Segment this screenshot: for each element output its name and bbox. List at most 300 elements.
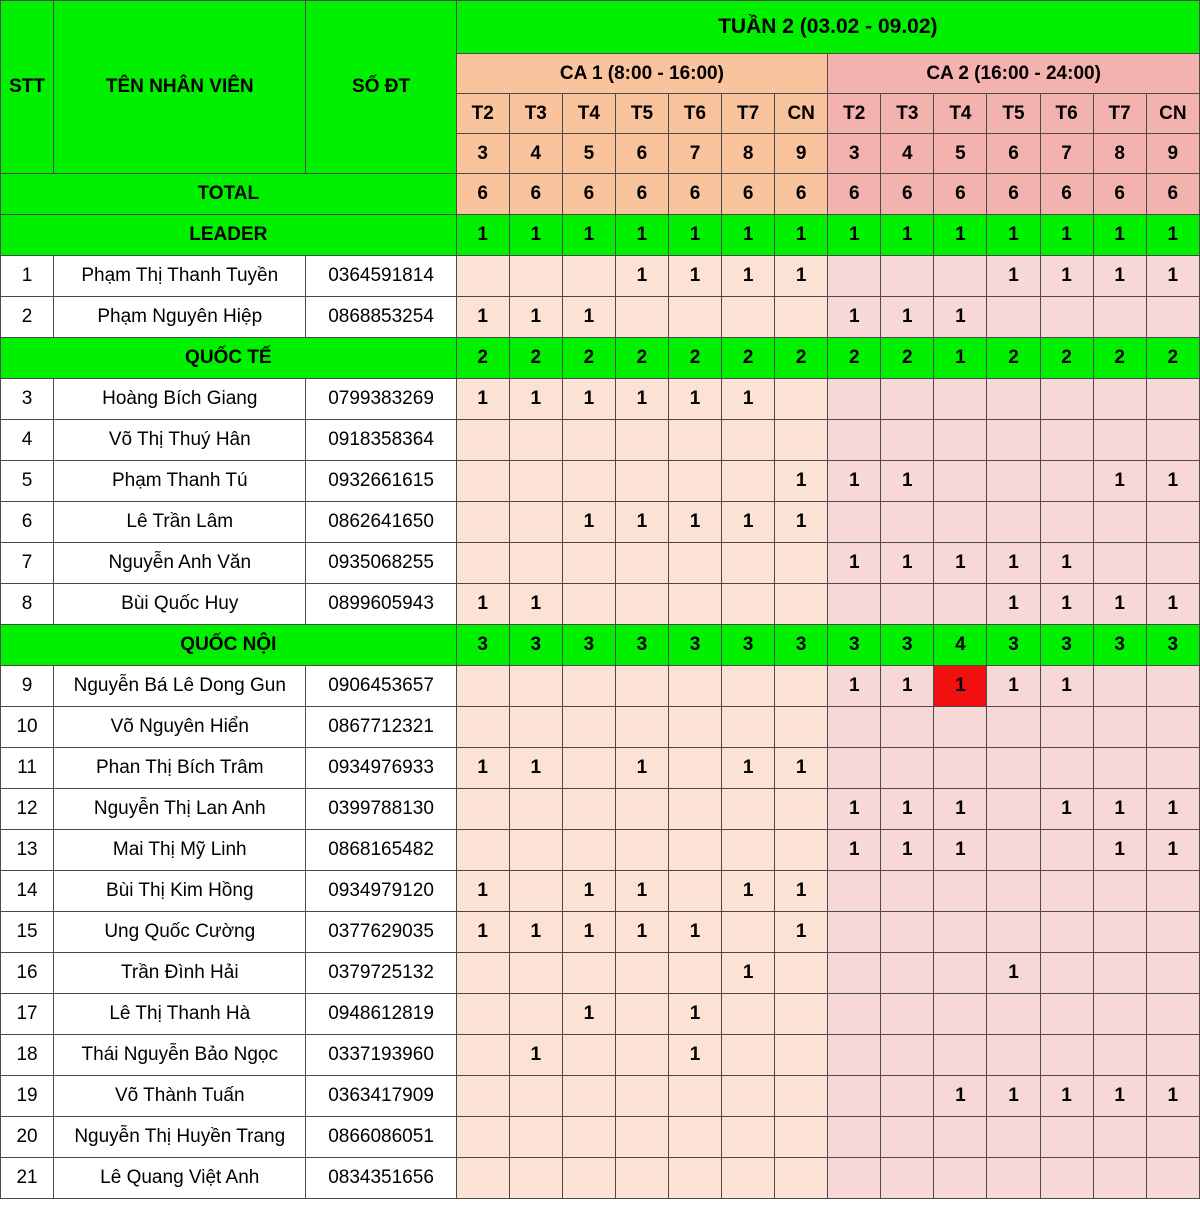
shift-cell[interactable] (562, 461, 615, 502)
shift-cell[interactable] (509, 830, 562, 871)
shift-cell[interactable] (1093, 953, 1146, 994)
shift-cell[interactable]: 1 (562, 379, 615, 420)
shift-cell[interactable] (1040, 830, 1093, 871)
shift-cell[interactable]: 1 (1146, 584, 1199, 625)
shift-cell[interactable]: 1 (668, 502, 721, 543)
shift-cell[interactable]: 1 (934, 543, 987, 584)
shift-cell[interactable] (1146, 871, 1199, 912)
shift-cell[interactable] (1040, 297, 1093, 338)
shift-cell[interactable] (668, 830, 721, 871)
shift-cell[interactable] (1040, 707, 1093, 748)
shift-cell[interactable] (881, 748, 934, 789)
shift-cell[interactable] (615, 1035, 668, 1076)
shift-cell[interactable] (668, 666, 721, 707)
shift-cell[interactable] (456, 789, 509, 830)
shift-cell[interactable]: 1 (775, 461, 828, 502)
shift-cell[interactable] (934, 584, 987, 625)
shift-cell[interactable]: 1 (562, 994, 615, 1035)
shift-cell[interactable]: 1 (615, 502, 668, 543)
shift-cell[interactable] (828, 256, 881, 297)
shift-cell[interactable] (987, 994, 1040, 1035)
shift-cell[interactable] (668, 707, 721, 748)
shift-cell[interactable] (934, 871, 987, 912)
shift-cell[interactable] (775, 953, 828, 994)
shift-cell[interactable] (615, 666, 668, 707)
shift-cell[interactable] (562, 748, 615, 789)
shift-cell[interactable] (987, 1035, 1040, 1076)
shift-cell[interactable] (722, 461, 775, 502)
shift-cell[interactable] (456, 830, 509, 871)
shift-cell[interactable] (775, 994, 828, 1035)
shift-cell[interactable] (1040, 912, 1093, 953)
shift-cell[interactable] (828, 379, 881, 420)
shift-cell[interactable] (456, 256, 509, 297)
shift-cell[interactable] (828, 1117, 881, 1158)
shift-cell[interactable] (828, 912, 881, 953)
shift-cell[interactable] (934, 420, 987, 461)
shift-cell[interactable] (775, 1158, 828, 1199)
shift-cell[interactable]: 1 (934, 666, 987, 707)
shift-cell[interactable] (722, 1035, 775, 1076)
shift-cell[interactable] (934, 953, 987, 994)
shift-cell[interactable]: 1 (1093, 256, 1146, 297)
shift-cell[interactable] (775, 1117, 828, 1158)
shift-cell[interactable]: 1 (881, 666, 934, 707)
shift-cell[interactable]: 1 (775, 912, 828, 953)
shift-cell[interactable] (987, 912, 1040, 953)
shift-cell[interactable]: 1 (1040, 543, 1093, 584)
shift-cell[interactable]: 1 (456, 748, 509, 789)
shift-cell[interactable] (668, 953, 721, 994)
shift-cell[interactable] (881, 912, 934, 953)
shift-cell[interactable]: 1 (881, 543, 934, 584)
shift-cell[interactable]: 1 (562, 871, 615, 912)
shift-cell[interactable] (1146, 420, 1199, 461)
shift-cell[interactable]: 1 (456, 297, 509, 338)
shift-cell[interactable] (722, 789, 775, 830)
shift-cell[interactable]: 1 (1040, 584, 1093, 625)
shift-cell[interactable] (1040, 748, 1093, 789)
shift-cell[interactable] (509, 543, 562, 584)
shift-cell[interactable]: 1 (828, 830, 881, 871)
shift-cell[interactable]: 1 (509, 297, 562, 338)
shift-cell[interactable]: 1 (987, 953, 1040, 994)
employee-phone: 0935068255 (306, 543, 456, 584)
shift-cell[interactable] (1146, 297, 1199, 338)
shift-cell[interactable] (456, 543, 509, 584)
shift-cell[interactable]: 1 (615, 748, 668, 789)
shift-cell[interactable] (828, 502, 881, 543)
shift-cell[interactable] (934, 1035, 987, 1076)
shift-cell[interactable]: 1 (828, 543, 881, 584)
shift-cell[interactable]: 1 (722, 748, 775, 789)
shift-cell[interactable] (562, 256, 615, 297)
shift-cell[interactable]: 1 (562, 502, 615, 543)
shift-cell[interactable] (934, 707, 987, 748)
shift-cell[interactable] (934, 1158, 987, 1199)
shift-cell[interactable]: 1 (668, 994, 721, 1035)
shift-cell[interactable] (1146, 502, 1199, 543)
shift-cell[interactable]: 1 (1146, 256, 1199, 297)
shift-cell[interactable] (775, 1035, 828, 1076)
shift-cell[interactable]: 1 (1040, 1076, 1093, 1117)
shift-cell[interactable]: 1 (509, 379, 562, 420)
shift-cell[interactable] (562, 666, 615, 707)
shift-cell[interactable] (722, 543, 775, 584)
shift-cell[interactable] (1040, 1035, 1093, 1076)
shift-cell[interactable] (562, 830, 615, 871)
shift-cell[interactable] (1146, 953, 1199, 994)
shift-cell[interactable] (934, 912, 987, 953)
shift-cell[interactable] (562, 1158, 615, 1199)
shift-cell[interactable] (1093, 1158, 1146, 1199)
shift-cell[interactable] (1040, 502, 1093, 543)
shift-cell[interactable] (722, 584, 775, 625)
shift-cell[interactable] (615, 297, 668, 338)
shift-cell[interactable] (987, 707, 1040, 748)
shift-cell[interactable]: 1 (1040, 789, 1093, 830)
shift-cell[interactable] (1093, 502, 1146, 543)
shift-cell[interactable] (987, 871, 1040, 912)
shift-cell[interactable]: 1 (509, 584, 562, 625)
shift-cell[interactable] (1040, 461, 1093, 502)
shift-cell[interactable] (987, 748, 1040, 789)
shift-cell[interactable] (934, 994, 987, 1035)
shift-cell[interactable] (1093, 994, 1146, 1035)
shift-cell[interactable]: 1 (456, 584, 509, 625)
shift-cell[interactable] (934, 1117, 987, 1158)
shift-cell[interactable]: 1 (1040, 256, 1093, 297)
shift-cell[interactable]: 1 (934, 1076, 987, 1117)
shift-cell[interactable] (722, 1076, 775, 1117)
shift-cell[interactable]: 1 (987, 1076, 1040, 1117)
shift-cell[interactable] (775, 830, 828, 871)
shift-cell[interactable] (775, 584, 828, 625)
shift-cell[interactable] (987, 789, 1040, 830)
shift-cell[interactable] (1146, 1158, 1199, 1199)
shift-cell[interactable] (615, 1158, 668, 1199)
shift-cell[interactable] (1093, 666, 1146, 707)
shift-cell[interactable]: 1 (1093, 1076, 1146, 1117)
shift-cell[interactable] (775, 543, 828, 584)
shift-cell[interactable] (1146, 379, 1199, 420)
shift-cell[interactable] (722, 994, 775, 1035)
shift-cell[interactable] (1040, 1117, 1093, 1158)
shift-cell[interactable] (881, 502, 934, 543)
shift-cell[interactable] (722, 830, 775, 871)
shift-cell[interactable] (562, 1117, 615, 1158)
shift-cell[interactable]: 1 (509, 1035, 562, 1076)
shift-cell[interactable] (562, 707, 615, 748)
shift-cell[interactable]: 1 (668, 1035, 721, 1076)
shift-cell[interactable] (934, 502, 987, 543)
shift-cell[interactable] (615, 953, 668, 994)
shift-cell[interactable] (934, 379, 987, 420)
shift-cell[interactable]: 1 (881, 461, 934, 502)
shift-cell[interactable] (562, 543, 615, 584)
shift-cell[interactable] (722, 420, 775, 461)
shift-cell[interactable] (1040, 953, 1093, 994)
shift-cell[interactable] (987, 297, 1040, 338)
shift-cell[interactable] (828, 1076, 881, 1117)
shift-cell[interactable] (828, 420, 881, 461)
shift-cell[interactable]: 1 (456, 912, 509, 953)
shift-cell[interactable] (934, 256, 987, 297)
shift-cell[interactable] (615, 1117, 668, 1158)
shift-cell[interactable] (668, 461, 721, 502)
shift-cell[interactable] (1093, 297, 1146, 338)
shift-cell[interactable] (775, 666, 828, 707)
shift-cell[interactable] (1093, 379, 1146, 420)
shift-cell[interactable]: 1 (1040, 666, 1093, 707)
shift-cell[interactable] (562, 789, 615, 830)
shift-cell[interactable] (509, 994, 562, 1035)
shift-cell[interactable] (615, 707, 668, 748)
shift-cell[interactable] (615, 1076, 668, 1117)
shift-cell[interactable] (509, 953, 562, 994)
shift-cell[interactable] (615, 830, 668, 871)
shift-cell[interactable]: 1 (562, 912, 615, 953)
shift-cell[interactable] (1093, 912, 1146, 953)
shift-cell[interactable] (828, 584, 881, 625)
shift-cell[interactable] (828, 707, 881, 748)
shift-cell[interactable]: 1 (828, 297, 881, 338)
shift-cell[interactable] (828, 994, 881, 1035)
shift-cell[interactable] (668, 1158, 721, 1199)
shift-cell[interactable]: 1 (615, 871, 668, 912)
shift-cell[interactable] (775, 420, 828, 461)
shift-cell[interactable]: 1 (509, 912, 562, 953)
shift-cell[interactable] (1146, 707, 1199, 748)
shift-cell[interactable] (828, 953, 881, 994)
shift-cell[interactable] (987, 830, 1040, 871)
shift-cell[interactable]: 1 (722, 502, 775, 543)
shift-cell[interactable] (456, 1035, 509, 1076)
shift-cell[interactable]: 1 (775, 502, 828, 543)
shift-cell[interactable] (881, 1076, 934, 1117)
shift-cell[interactable]: 1 (668, 912, 721, 953)
shift-cell[interactable] (456, 707, 509, 748)
shift-cell[interactable]: 1 (1146, 789, 1199, 830)
shift-cell[interactable] (987, 1158, 1040, 1199)
employee-stt: 19 (1, 1076, 54, 1117)
shift-cell[interactable]: 1 (1146, 461, 1199, 502)
shift-cell[interactable] (562, 420, 615, 461)
shift-cell[interactable] (1146, 994, 1199, 1035)
shift-cell[interactable] (881, 379, 934, 420)
shift-cell[interactable] (668, 789, 721, 830)
shift-cell[interactable] (1040, 379, 1093, 420)
shift-cell[interactable] (987, 420, 1040, 461)
shift-cell[interactable] (722, 666, 775, 707)
shift-cell[interactable]: 1 (987, 256, 1040, 297)
shift-cell[interactable] (615, 994, 668, 1035)
shift-cell[interactable] (1146, 1035, 1199, 1076)
group-total: 2 (668, 338, 721, 379)
shift-cell[interactable] (562, 1076, 615, 1117)
shift-cell[interactable] (1040, 871, 1093, 912)
shift-cell[interactable] (722, 1117, 775, 1158)
shift-cell[interactable] (881, 1035, 934, 1076)
shift-cell[interactable]: 1 (881, 297, 934, 338)
shift-cell[interactable] (668, 748, 721, 789)
employee-stt: 5 (1, 461, 54, 502)
shift-cell[interactable] (456, 1158, 509, 1199)
shift-cell[interactable]: 1 (881, 830, 934, 871)
shift-cell[interactable]: 1 (722, 871, 775, 912)
shift-cell[interactable]: 1 (722, 379, 775, 420)
shift-cell[interactable] (615, 584, 668, 625)
shift-cell[interactable] (775, 379, 828, 420)
shift-cell[interactable] (509, 666, 562, 707)
shift-cell[interactable]: 1 (987, 543, 1040, 584)
shift-cell[interactable]: 1 (615, 256, 668, 297)
shift-cell[interactable]: 1 (934, 789, 987, 830)
shift-cell[interactable] (509, 1158, 562, 1199)
shift-cell[interactable]: 1 (562, 297, 615, 338)
shift-cell[interactable] (509, 871, 562, 912)
shift-cell[interactable] (828, 1035, 881, 1076)
shift-cell[interactable] (615, 420, 668, 461)
shift-cell[interactable] (456, 420, 509, 461)
shift-cell[interactable]: 1 (987, 666, 1040, 707)
shift-cell[interactable] (987, 1117, 1040, 1158)
shift-cell[interactable]: 1 (456, 871, 509, 912)
shift-cell[interactable] (456, 1076, 509, 1117)
shift-cell[interactable] (775, 707, 828, 748)
shift-cell[interactable]: 1 (615, 379, 668, 420)
shift-cell[interactable] (722, 297, 775, 338)
shift-cell[interactable] (881, 707, 934, 748)
shift-cell[interactable]: 1 (1146, 1076, 1199, 1117)
shift-cell[interactable] (615, 543, 668, 584)
shift-cell[interactable] (509, 707, 562, 748)
shift-cell[interactable]: 1 (934, 297, 987, 338)
shift-cell[interactable] (881, 584, 934, 625)
shift-cell[interactable] (722, 1158, 775, 1199)
shift-cell[interactable]: 1 (722, 256, 775, 297)
shift-cell[interactable] (934, 461, 987, 502)
shift-cell[interactable] (722, 912, 775, 953)
shift-cell[interactable] (509, 502, 562, 543)
shift-cell[interactable]: 1 (722, 953, 775, 994)
shift-cell[interactable] (881, 953, 934, 994)
shift-cell[interactable]: 1 (828, 666, 881, 707)
shift-cell[interactable] (562, 953, 615, 994)
shift-cell[interactable] (456, 502, 509, 543)
shift-cell[interactable] (668, 584, 721, 625)
shift-cell[interactable]: 1 (934, 830, 987, 871)
shift-cell[interactable]: 1 (775, 748, 828, 789)
shift-cell[interactable] (509, 256, 562, 297)
shift-cell[interactable] (775, 1076, 828, 1117)
shift-cell[interactable]: 1 (775, 871, 828, 912)
shift-cell[interactable] (456, 994, 509, 1035)
shift-cell[interactable] (881, 871, 934, 912)
shift-cell[interactable] (881, 256, 934, 297)
shift-cell[interactable] (1093, 1117, 1146, 1158)
shift-cell[interactable] (828, 1158, 881, 1199)
shift-cell[interactable] (775, 789, 828, 830)
shift-cell[interactable]: 1 (1093, 461, 1146, 502)
shift-cell[interactable] (456, 1117, 509, 1158)
shift-cell[interactable]: 1 (828, 789, 881, 830)
shift-cell[interactable] (456, 461, 509, 502)
shift-cell[interactable] (509, 461, 562, 502)
shift-cell[interactable] (1040, 420, 1093, 461)
shift-cell[interactable] (881, 1158, 934, 1199)
shift-cell[interactable] (1093, 707, 1146, 748)
shift-cell[interactable]: 1 (1146, 830, 1199, 871)
shift-cell[interactable] (1040, 1158, 1093, 1199)
employee-name: Phạm Thanh Tú (54, 461, 306, 502)
shift-cell[interactable] (456, 953, 509, 994)
shift-cell[interactable] (881, 420, 934, 461)
shift-cell[interactable] (562, 1035, 615, 1076)
shift-cell[interactable] (1093, 543, 1146, 584)
shift-cell[interactable]: 1 (1093, 789, 1146, 830)
shift-cell[interactable] (775, 297, 828, 338)
shift-cell[interactable]: 1 (668, 256, 721, 297)
shift-cell[interactable]: 1 (828, 461, 881, 502)
total-value: 6 (562, 174, 615, 215)
shift-cell[interactable] (668, 543, 721, 584)
shift-cell[interactable] (509, 1117, 562, 1158)
shift-cell[interactable]: 1 (456, 379, 509, 420)
shift-cell[interactable] (987, 379, 1040, 420)
shift-cell[interactable] (1093, 748, 1146, 789)
shift-cell[interactable] (987, 461, 1040, 502)
shift-cell[interactable] (1040, 994, 1093, 1035)
shift-cell[interactable]: 1 (987, 584, 1040, 625)
shift-cell[interactable] (668, 1076, 721, 1117)
shift-cell[interactable] (1146, 748, 1199, 789)
shift-cell[interactable] (881, 994, 934, 1035)
shift-cell[interactable]: 1 (1093, 830, 1146, 871)
shift-cell[interactable]: 1 (775, 256, 828, 297)
shift-cell[interactable] (1093, 1035, 1146, 1076)
shift-cell[interactable] (934, 748, 987, 789)
shift-cell[interactable] (722, 707, 775, 748)
shift-cell[interactable] (456, 666, 509, 707)
shift-cell[interactable]: 1 (668, 379, 721, 420)
shift-cell[interactable] (615, 789, 668, 830)
shift-cell[interactable] (881, 1117, 934, 1158)
shift-cell[interactable] (615, 461, 668, 502)
shift-cell[interactable] (1093, 420, 1146, 461)
shift-cell[interactable]: 1 (509, 748, 562, 789)
shift-cell[interactable] (509, 1076, 562, 1117)
shift-cell[interactable] (1146, 666, 1199, 707)
shift-cell[interactable] (668, 871, 721, 912)
shift-cell[interactable] (509, 789, 562, 830)
shift-cell[interactable] (668, 1117, 721, 1158)
shift-cell[interactable]: 1 (615, 912, 668, 953)
shift-cell[interactable] (1146, 912, 1199, 953)
shift-cell[interactable]: 1 (1093, 584, 1146, 625)
shift-cell[interactable] (1146, 1117, 1199, 1158)
shift-cell[interactable] (987, 502, 1040, 543)
shift-cell[interactable] (509, 420, 562, 461)
shift-cell[interactable] (1146, 543, 1199, 584)
shift-cell[interactable] (668, 297, 721, 338)
shift-cell[interactable]: 1 (881, 789, 934, 830)
shift-cell[interactable] (828, 748, 881, 789)
shift-cell[interactable] (1093, 871, 1146, 912)
shift-cell[interactable] (828, 871, 881, 912)
shift-cell[interactable] (562, 584, 615, 625)
shift-cell[interactable] (668, 420, 721, 461)
